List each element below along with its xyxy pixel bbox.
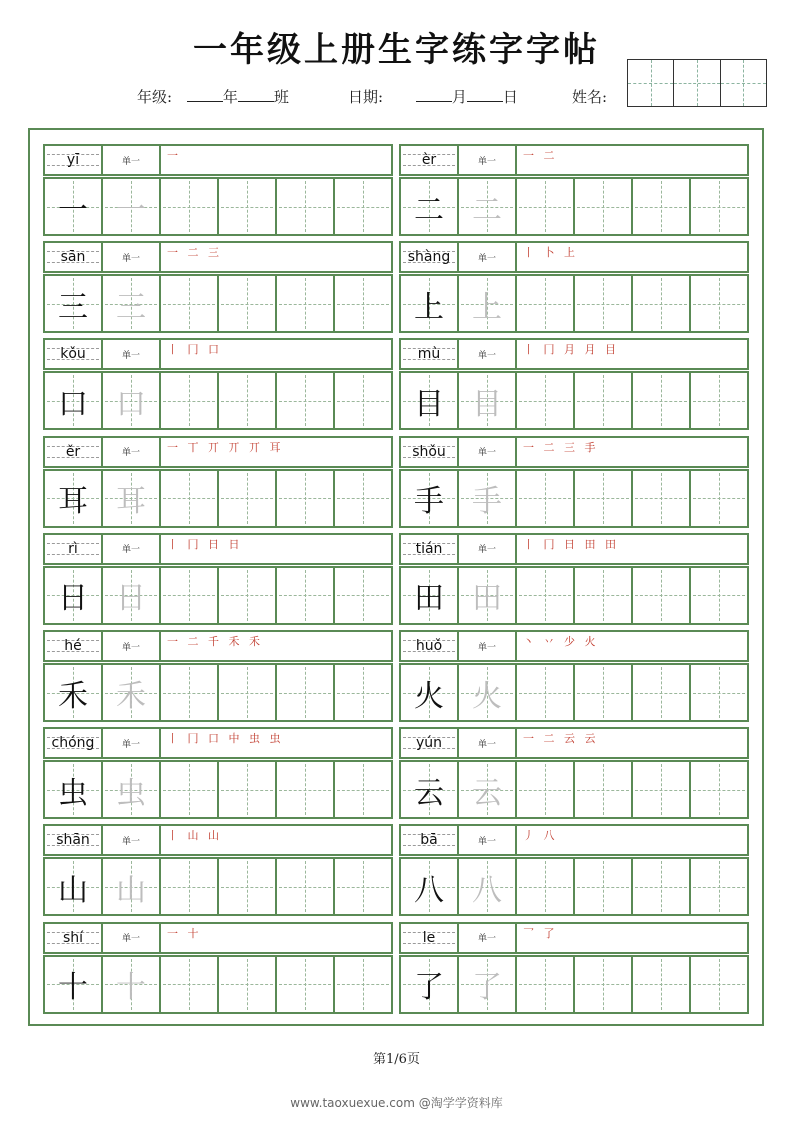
- trace-char-cell[interactable]: [459, 568, 517, 623]
- model-char-cell: [45, 471, 103, 526]
- char-header-row: [43, 338, 393, 370]
- trace-char: 了: [472, 970, 502, 1006]
- model-char: 耳: [58, 484, 88, 520]
- trace-char-cell[interactable]: [103, 276, 161, 331]
- model-char-cell: [45, 276, 103, 331]
- unit-label: 单一: [103, 146, 161, 174]
- char-header-row: [399, 533, 749, 565]
- unit-label: 单一: [459, 146, 517, 174]
- unit-label: 单一: [103, 632, 161, 660]
- pinyin-text: shí: [62, 929, 84, 946]
- name-label: 姓名:: [572, 88, 608, 106]
- pinyin-cell: [45, 924, 103, 952]
- pinyin-text: yī: [66, 152, 80, 168]
- practice-cell[interactable]: [575, 568, 633, 623]
- practice-cell[interactable]: [335, 373, 391, 428]
- pinyin-cell: [45, 243, 103, 271]
- model-char: 上: [414, 289, 444, 325]
- trace-char-cell[interactable]: [103, 373, 161, 428]
- practice-cell[interactable]: [517, 957, 575, 1012]
- char-block: [43, 824, 393, 916]
- model-char: 八: [414, 872, 444, 908]
- practice-cell[interactable]: [335, 762, 391, 817]
- practice-row: [43, 760, 393, 819]
- trace-char: 日: [116, 581, 146, 617]
- trace-char: 耳: [116, 484, 146, 520]
- grade-suffix: 年: [222, 88, 238, 106]
- trace-char-cell[interactable]: [103, 859, 161, 914]
- char-header-row: [399, 630, 749, 662]
- practice-cell[interactable]: [161, 373, 219, 428]
- trace-char: 三: [116, 289, 146, 325]
- stroke-order: 丨 冂 口: [167, 343, 222, 357]
- trace-char-cell[interactable]: [459, 665, 517, 720]
- practice-cell[interactable]: [575, 665, 633, 720]
- class-blank[interactable]: [238, 87, 274, 102]
- practice-row: [43, 857, 393, 916]
- practice-cell[interactable]: [517, 276, 575, 331]
- stroke-order: 丨 冂 月 月 目: [523, 343, 619, 357]
- model-char: 二: [414, 192, 444, 228]
- stroke-order: 一 二 千 禾 禾: [167, 635, 263, 648]
- name-cell[interactable]: [674, 60, 720, 106]
- stroke-order: 丶 丷 少 火: [523, 635, 599, 648]
- pinyin-text: ěr: [65, 443, 81, 460]
- day-blank[interactable]: [467, 87, 503, 102]
- practice-cell[interactable]: [335, 859, 391, 914]
- practice-cell[interactable]: [691, 179, 747, 234]
- pinyin-text: sān: [60, 249, 86, 266]
- trace-char-cell[interactable]: [103, 957, 161, 1012]
- stroke-order: 丨 冂 口 中 虫 虫: [167, 732, 284, 746]
- practice-cell[interactable]: [575, 762, 633, 817]
- practice-cell[interactable]: [633, 179, 691, 234]
- char-header-row: [399, 436, 749, 468]
- practice-cell[interactable]: [691, 373, 747, 428]
- pinyin-text: chóng: [51, 735, 95, 752]
- practice-cell[interactable]: [633, 665, 691, 720]
- trace-char-cell[interactable]: [459, 859, 517, 914]
- practice-cell[interactable]: [335, 471, 391, 526]
- trace-char: 八: [472, 872, 502, 908]
- practice-cell[interactable]: [219, 665, 277, 720]
- name-box[interactable]: [627, 59, 767, 107]
- practice-cell[interactable]: [575, 276, 633, 331]
- char-block: [43, 144, 393, 236]
- stroke-order: 乛 了: [523, 926, 558, 940]
- unit-label: 单一: [103, 535, 161, 563]
- char-header-row: [43, 436, 393, 468]
- practice-cell[interactable]: [691, 762, 747, 817]
- trace-char: 云: [472, 775, 502, 811]
- stroke-order: 丨 卜 上: [523, 246, 578, 260]
- model-char-cell: [401, 471, 459, 526]
- trace-char-cell[interactable]: [459, 179, 517, 234]
- pinyin-text: bā: [420, 832, 438, 849]
- unit-label: 单一: [103, 729, 161, 757]
- char-header-row: [399, 241, 749, 273]
- char-block: [399, 630, 749, 722]
- practice-row: [43, 663, 393, 722]
- char-header-row: [399, 824, 749, 856]
- practice-row: [43, 274, 393, 333]
- unit-label: 单一: [459, 243, 517, 271]
- practice-cell[interactable]: [335, 665, 391, 720]
- pinyin-text: kǒu: [60, 346, 86, 363]
- stroke-order: 一 十: [167, 926, 202, 940]
- month-blank[interactable]: [416, 87, 452, 102]
- pinyin-cell: [401, 826, 459, 854]
- unit-label: 单一: [459, 924, 517, 952]
- unit-label: 单一: [103, 243, 161, 271]
- practice-cell[interactable]: [517, 859, 575, 914]
- stroke-order: 丨 冂 日 日: [167, 537, 243, 551]
- practice-cell[interactable]: [277, 762, 335, 817]
- practice-cell[interactable]: [335, 179, 391, 234]
- char-block: [399, 436, 749, 528]
- practice-frame: [28, 128, 764, 1026]
- pinyin-cell: [401, 729, 459, 757]
- page-title: 一年级上册生字练字字帖: [193, 30, 600, 70]
- practice-cell[interactable]: [517, 568, 575, 623]
- grade-blank[interactable]: [187, 87, 223, 102]
- char-header-row: [399, 922, 749, 954]
- trace-char-cell[interactable]: [459, 471, 517, 526]
- practice-cell[interactable]: [691, 276, 747, 331]
- practice-cell[interactable]: [161, 568, 219, 623]
- pinyin-cell: [45, 826, 103, 854]
- char-block: [399, 241, 749, 333]
- practice-row: [399, 469, 749, 528]
- pinyin-cell: [45, 632, 103, 660]
- name-cell[interactable]: [628, 60, 674, 106]
- practice-cell[interactable]: [277, 179, 335, 234]
- grade-label: 年级:: [137, 88, 173, 106]
- char-header-row: [43, 630, 393, 662]
- practice-row: [43, 955, 393, 1014]
- practice-row: [399, 857, 749, 916]
- pinyin-text: rì: [68, 540, 78, 557]
- practice-cell[interactable]: [277, 276, 335, 331]
- unit-label: 单一: [459, 632, 517, 660]
- char-block: [399, 533, 749, 625]
- practice-cell[interactable]: [575, 957, 633, 1012]
- practice-cell[interactable]: [161, 859, 219, 914]
- model-char-cell: [401, 957, 459, 1012]
- stroke-order: 丨 山 山: [167, 829, 222, 843]
- trace-char: 山: [116, 872, 146, 908]
- stroke-order: 一 二 三: [167, 246, 222, 260]
- practice-cell[interactable]: [277, 373, 335, 428]
- unit-label: 单一: [103, 924, 161, 952]
- char-block: [399, 338, 749, 430]
- model-char-cell: [401, 665, 459, 720]
- model-char-cell: [401, 859, 459, 914]
- practice-row: [399, 371, 749, 430]
- practice-cell[interactable]: [219, 957, 277, 1012]
- unit-label: 单一: [459, 826, 517, 854]
- practice-row: [43, 566, 393, 625]
- model-char: 山: [58, 872, 88, 908]
- practice-cell[interactable]: [161, 179, 219, 234]
- pinyin-cell: [45, 146, 103, 174]
- practice-cell[interactable]: [335, 957, 391, 1012]
- practice-cell[interactable]: [219, 471, 277, 526]
- trace-char: 口: [116, 386, 146, 422]
- char-block: [399, 824, 749, 916]
- unit-label: 单一: [459, 729, 517, 757]
- practice-cell[interactable]: [219, 568, 277, 623]
- model-char: 一: [58, 192, 88, 228]
- practice-cell[interactable]: [219, 373, 277, 428]
- practice-cell[interactable]: [517, 179, 575, 234]
- trace-char: 禾: [116, 678, 146, 714]
- trace-char: 二: [472, 192, 502, 228]
- practice-row: [399, 566, 749, 625]
- model-char-cell: [401, 568, 459, 623]
- practice-cell[interactable]: [691, 665, 747, 720]
- model-char-cell: [45, 179, 103, 234]
- practice-cell[interactable]: [633, 568, 691, 623]
- pinyin-text: shān: [56, 832, 90, 849]
- char-header-row: [43, 824, 393, 856]
- practice-cell[interactable]: [161, 665, 219, 720]
- practice-cell[interactable]: [277, 859, 335, 914]
- trace-char: 田: [472, 581, 502, 617]
- practice-cell[interactable]: [219, 762, 277, 817]
- char-header-row: [43, 533, 393, 565]
- model-char-cell: [45, 373, 103, 428]
- practice-cell[interactable]: [219, 859, 277, 914]
- model-char-cell: [401, 373, 459, 428]
- trace-char-cell[interactable]: [459, 957, 517, 1012]
- practice-row: [399, 760, 749, 819]
- grade-field: [137, 86, 289, 107]
- pinyin-cell: [401, 924, 459, 952]
- unit-label: 单一: [103, 340, 161, 368]
- unit-label: 单一: [103, 438, 161, 466]
- char-header-row: [399, 727, 749, 759]
- practice-cell[interactable]: [161, 276, 219, 331]
- practice-cell[interactable]: [691, 568, 747, 623]
- char-block: [43, 533, 393, 625]
- trace-char: 火: [472, 678, 502, 714]
- practice-cell[interactable]: [575, 179, 633, 234]
- practice-cell[interactable]: [517, 373, 575, 428]
- pinyin-cell: [401, 438, 459, 466]
- char-header-row: [43, 727, 393, 759]
- char-block: [399, 922, 749, 1014]
- unit-label: 单一: [459, 535, 517, 563]
- practice-cell[interactable]: [517, 665, 575, 720]
- char-block: [43, 436, 393, 528]
- model-char-cell: [401, 276, 459, 331]
- practice-cell[interactable]: [277, 568, 335, 623]
- char-block: [43, 727, 393, 819]
- practice-row: [399, 955, 749, 1014]
- model-char: 三: [58, 289, 88, 325]
- pinyin-text: mù: [417, 346, 441, 363]
- practice-cell[interactable]: [575, 373, 633, 428]
- trace-char-cell[interactable]: [103, 179, 161, 234]
- pinyin-text: le: [422, 929, 436, 946]
- pinyin-cell: [45, 438, 103, 466]
- pinyin-text: hé: [64, 638, 82, 654]
- model-char: 火: [414, 678, 444, 714]
- practice-row: [43, 177, 393, 236]
- pinyin-cell: [401, 340, 459, 368]
- practice-row: [43, 469, 393, 528]
- date-field: [348, 86, 518, 107]
- model-char-cell: [45, 665, 103, 720]
- page-number: 第1/6页: [373, 1052, 420, 1067]
- practice-cell[interactable]: [277, 665, 335, 720]
- model-char: 了: [414, 970, 444, 1006]
- footer-watermark: www.taoxuexue.com @淘学学资料库: [290, 1096, 503, 1110]
- day-suffix: 日: [502, 88, 518, 106]
- model-char: 禾: [58, 678, 88, 714]
- trace-char: 上: [472, 289, 502, 325]
- date-label: 日期:: [348, 88, 384, 106]
- model-char-cell: [45, 859, 103, 914]
- stroke-order: 一: [167, 149, 181, 162]
- pinyin-cell: [45, 340, 103, 368]
- trace-char-cell[interactable]: [459, 276, 517, 331]
- trace-char: 一: [116, 192, 146, 228]
- model-char: 口: [58, 386, 88, 422]
- trace-char: 十: [116, 970, 146, 1006]
- char-block: [399, 144, 749, 236]
- practice-cell[interactable]: [161, 762, 219, 817]
- trace-char-cell[interactable]: [459, 373, 517, 428]
- stroke-order: 一 丅 丌 丌 丌 耳: [167, 440, 284, 454]
- unit-label: 单一: [459, 340, 517, 368]
- model-char: 云: [414, 775, 444, 811]
- practice-cell[interactable]: [691, 471, 747, 526]
- model-char: 田: [414, 581, 444, 617]
- pinyin-cell: [401, 632, 459, 660]
- practice-row: [399, 177, 749, 236]
- pinyin-text: èr: [421, 152, 437, 168]
- practice-cell[interactable]: [575, 859, 633, 914]
- practice-row: [43, 371, 393, 430]
- model-char-cell: [401, 179, 459, 234]
- model-char-cell: [45, 762, 103, 817]
- class-suffix: 班: [273, 88, 289, 106]
- name-cell[interactable]: [721, 60, 766, 106]
- char-block: [43, 630, 393, 722]
- month-suffix: 月: [451, 88, 467, 106]
- practice-cell[interactable]: [575, 471, 633, 526]
- model-char-cell: [45, 957, 103, 1012]
- pinyin-cell: [45, 729, 103, 757]
- model-char: 十: [58, 970, 88, 1006]
- practice-cell[interactable]: [633, 859, 691, 914]
- practice-row: [399, 663, 749, 722]
- practice-cell[interactable]: [277, 957, 335, 1012]
- practice-cell[interactable]: [161, 471, 219, 526]
- practice-cell[interactable]: [219, 276, 277, 331]
- stroke-order: 丨 冂 日 田 田: [523, 537, 619, 551]
- practice-cell[interactable]: [691, 859, 747, 914]
- model-char: 手: [414, 484, 444, 520]
- practice-cell[interactable]: [691, 957, 747, 1012]
- char-block: [43, 338, 393, 430]
- stroke-order: 丿 八: [523, 829, 558, 843]
- char-header-row: [399, 144, 749, 176]
- stroke-order: 一 二: [523, 149, 558, 162]
- trace-char-cell[interactable]: [459, 762, 517, 817]
- practice-cell[interactable]: [335, 276, 391, 331]
- char-header-row: [43, 241, 393, 273]
- practice-cell[interactable]: [517, 762, 575, 817]
- practice-cell[interactable]: [219, 179, 277, 234]
- char-header-row: [43, 922, 393, 954]
- model-char-cell: [45, 568, 103, 623]
- stroke-order: 一 二 三 手: [523, 440, 599, 454]
- char-header-row: [399, 338, 749, 370]
- pinyin-text: shàng: [407, 249, 451, 266]
- practice-cell[interactable]: [335, 568, 391, 623]
- pinyin-cell: [401, 535, 459, 563]
- model-char: 日: [58, 581, 88, 617]
- pinyin-text: shǒu: [412, 443, 446, 460]
- pinyin-cell: [401, 146, 459, 174]
- char-header-row: [43, 144, 393, 176]
- trace-char-cell[interactable]: [103, 568, 161, 623]
- practice-cell[interactable]: [633, 762, 691, 817]
- pinyin-text: huǒ: [415, 638, 443, 654]
- trace-char-cell[interactable]: [103, 471, 161, 526]
- pinyin-cell: [401, 243, 459, 271]
- stroke-order: 一 二 云 云: [523, 732, 599, 746]
- model-char: 目: [414, 386, 444, 422]
- char-block: [43, 241, 393, 333]
- practice-cell[interactable]: [517, 471, 575, 526]
- practice-cell[interactable]: [277, 471, 335, 526]
- pinyin-cell: [45, 535, 103, 563]
- trace-char-cell[interactable]: [103, 665, 161, 720]
- practice-cell[interactable]: [161, 957, 219, 1012]
- practice-cell[interactable]: [633, 471, 691, 526]
- char-block: [399, 727, 749, 819]
- pinyin-text: yún: [415, 735, 443, 752]
- trace-char-cell[interactable]: [103, 762, 161, 817]
- trace-char: 手: [472, 484, 502, 520]
- practice-row: [399, 274, 749, 333]
- char-block: [43, 922, 393, 1014]
- practice-cell[interactable]: [633, 373, 691, 428]
- unit-label: 单一: [459, 438, 517, 466]
- model-char-cell: [401, 762, 459, 817]
- trace-char: 虫: [116, 775, 146, 811]
- practice-cell[interactable]: [633, 276, 691, 331]
- trace-char: 目: [472, 386, 502, 422]
- practice-cell[interactable]: [633, 957, 691, 1012]
- unit-label: 单一: [103, 826, 161, 854]
- pinyin-text: tián: [415, 540, 443, 557]
- model-char: 虫: [58, 775, 88, 811]
